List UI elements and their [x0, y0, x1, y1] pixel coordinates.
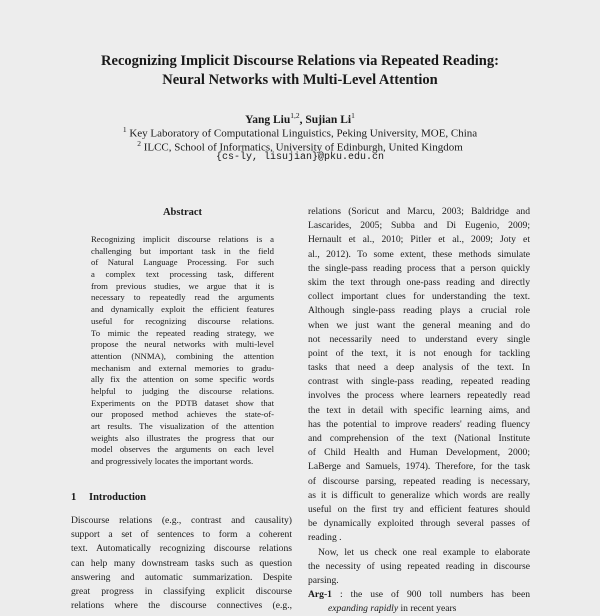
body-line: Hernault et al., 2010; Pitler et al., 2009; Joty et	[308, 234, 530, 246]
introduction-body	[71, 514, 292, 613]
body-line: not necessarily need to understand every single	[308, 333, 530, 345]
body-line: great progress in classifying explicit discourse	[71, 585, 292, 597]
abstract-line: model observes the arguments on each level	[91, 444, 274, 455]
body-line: when we just want the general meaning and do	[308, 319, 530, 331]
body-line: the necessity of using repeated reading in discourse	[308, 560, 530, 572]
affil-text: ILCC, School of Informatics, University of Edinburgh, United Kingdom	[140, 141, 463, 154]
body-line: be dynamically exploited through several passes of	[308, 518, 530, 530]
body-line: Discourse relations (e.g., contrast and causality)	[71, 515, 292, 526]
body-line: contrast with single-pass reading, repeated reading	[308, 376, 530, 388]
author-name: Sujian Li	[305, 113, 352, 126]
example-arg1-line-2	[308, 602, 530, 616]
body-line: as it is difficult to generalize which words are really	[308, 489, 530, 501]
body-line: has the potential to improve readers' reading fluency	[308, 418, 530, 430]
example-arg1-line	[308, 588, 530, 602]
body-line: answering and automatic summarization. Despite	[71, 571, 292, 583]
section-number: 1	[71, 492, 77, 503]
author-affil-mark: 1,2	[290, 111, 300, 120]
body-line: relations (Soricut and Marcu, 2003; Baldridge and	[308, 206, 530, 217]
abstract-heading: Abstract	[162, 207, 203, 218]
abstract-line: propose the neural networks with multi-level	[91, 339, 274, 350]
body-line: al., 2012). To some extent, these methods simulate	[308, 248, 530, 260]
title-line-1: Recognizing Implicit Discourse Relations via Repeated Reading:	[101, 53, 499, 69]
abstract-body	[91, 234, 274, 468]
body-line: tasks that need a deep analysis of the text. In	[308, 362, 530, 374]
author-name: Yang Liu	[245, 113, 291, 126]
body-line: of Child Health and Human Development, 2000;	[308, 447, 530, 459]
affil-mark: 1	[122, 125, 127, 134]
example-arg-text: in recent years	[398, 603, 457, 615]
abstract-line: our proposed method achieves the state-of-	[91, 409, 274, 420]
body-line: Now, let us check one real example to elaborate	[318, 546, 530, 558]
abstract-line: a complex text processing task, different	[91, 269, 274, 280]
abstract-line: ally fix the attention on some specific words	[91, 374, 274, 385]
body-line: the text in detail with specific learning aims, and	[308, 404, 530, 416]
section-heading-introduction	[71, 492, 146, 503]
example-arg-label: Arg-1	[308, 589, 332, 601]
body-line: and comprehension of the text (National Institute	[308, 433, 530, 444]
affil-mark: 2	[137, 139, 141, 148]
abstract-line: Recognizing implicit discourse relations is a	[91, 234, 274, 244]
body-line: collect important clues for understanding the text.	[308, 291, 530, 303]
body-line: the single-pass reading process that a person quickly	[308, 262, 530, 274]
example-emphasis: expanding rapidly	[328, 603, 399, 615]
example-arg-text: : the use of 900 toll numbers has been	[331, 589, 530, 601]
body-line: can help many downstream tasks such as question	[71, 557, 292, 569]
section-title: Introduction	[89, 492, 146, 503]
body-line: of discourse parsing, repeated reading is necessary,	[308, 475, 530, 487]
abstract-line: weights also illustrates the progress that our	[91, 432, 274, 443]
title-line-2: Neural Networks with Multi-Level Attention	[162, 72, 438, 88]
body-line: text. Automatically recognizing discourse relations	[71, 543, 292, 555]
paper-title	[60, 52, 540, 90]
body-line: relations where the discourse connectives (e.g.,	[71, 600, 292, 612]
abstract-line: attention (NNMA), combining the attention	[91, 350, 274, 361]
abstract-line: and progressively locates the important words.	[91, 456, 254, 467]
body-line: useful on the first try and efficient features should	[308, 503, 530, 515]
body-line: skim the text through one-pass reading and directly	[308, 276, 530, 288]
abstract-line: useful for recognizing discourse relations.	[91, 315, 274, 326]
right-column-body	[308, 205, 530, 616]
body-line: Lascarides, 2005; Subba and Di Eugenio, 2009;	[308, 220, 530, 232]
body-line: point of the text, it is not enough for tackling	[308, 347, 530, 359]
affil-text: Key Laboratory of Computational Linguistics, Peking University, MOE, China	[126, 127, 478, 140]
body-line: LaBerge and Samuels, 1974). Therefore, for the task	[308, 461, 530, 473]
abstract-line: To mimic the repeated reading strategy, we	[91, 327, 274, 338]
author-separator: ,	[299, 113, 306, 126]
abstract-line: necessary to repeatedly read the arguments	[91, 292, 274, 303]
abstract-line: Experiments on the PDTB dataset show that	[91, 397, 274, 408]
abstract-line: mechanism and external memories to gradu-	[91, 362, 274, 373]
author-emails: {cs-ly, lisujian}@pku.edu.cn	[215, 152, 385, 163]
body-line: Although single-pass reading plays a crucial role	[308, 305, 530, 317]
body-line: involves the process where learners repeatedly read	[308, 390, 530, 402]
abstract-line: and dynamically exploit the efficient features	[91, 304, 274, 315]
body-line: parsing.	[308, 574, 339, 586]
author-affil-mark: 1	[351, 111, 355, 120]
abstract-line: challenging but important task in the field	[91, 245, 274, 256]
abstract-line: helpful to judging the discourse relations.	[91, 385, 274, 396]
abstract-line: of Natural Language Processing. For such	[91, 257, 274, 268]
abstract-line: from previous studies, we argue that it is	[91, 280, 274, 291]
abstract-line: art results. The visualization of the attention	[91, 421, 274, 431]
body-line: reading .	[308, 532, 342, 544]
body-line: support a set of sentences to form a coherent	[71, 529, 292, 541]
